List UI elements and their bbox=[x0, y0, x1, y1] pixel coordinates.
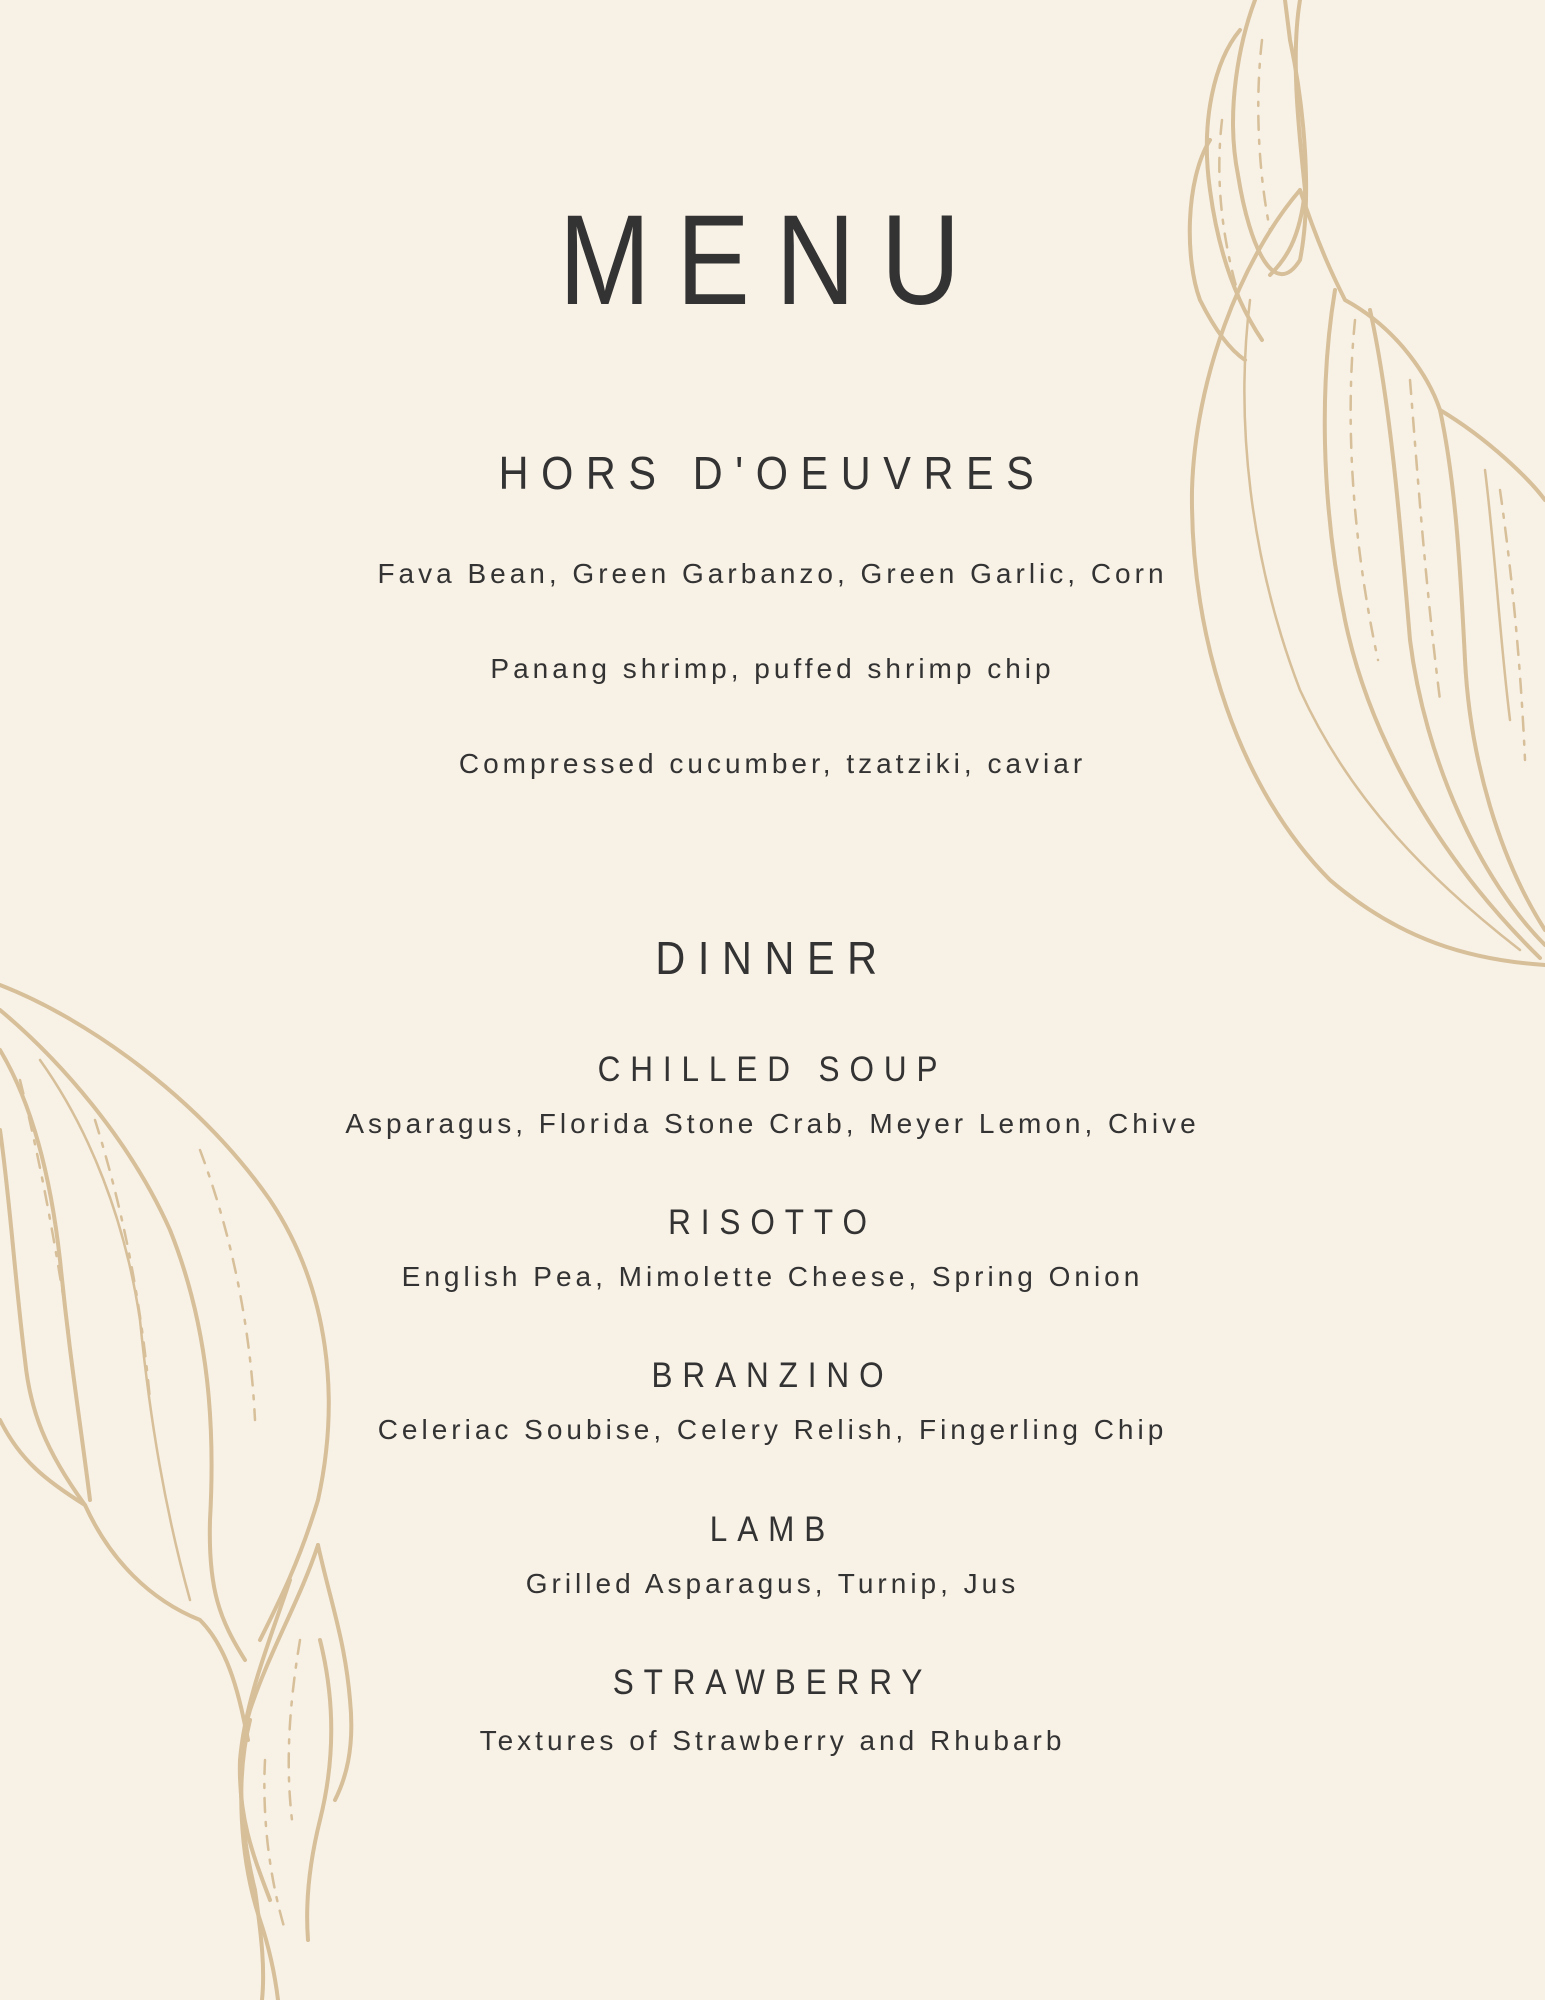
course-name: BRANZINO bbox=[651, 1356, 894, 1395]
hors-doeuvres-item: Fava Bean, Green Garbanzo, Green Garlic, Corn bbox=[377, 558, 1168, 589]
course-description: Celeriac Soubise, Celery Relish, Fingerling Chip bbox=[377, 1414, 1168, 1445]
course-name: LAMB bbox=[709, 1510, 836, 1549]
course-description: Grilled Asparagus, Turnip, Jus bbox=[525, 1568, 1020, 1599]
course-name: STRAWBERRY bbox=[612, 1663, 933, 1702]
course-name: RISOTTO bbox=[668, 1203, 877, 1242]
menu-title: MENU bbox=[558, 189, 987, 332]
dinner-heading: DINNER bbox=[655, 932, 890, 984]
course-description: Asparagus, Florida Stone Crab, Meyer Lemon, Chive bbox=[345, 1108, 1200, 1139]
hors-doeuvres-item: Panang shrimp, puffed shrimp chip bbox=[490, 653, 1055, 684]
course-name: CHILLED SOUP bbox=[597, 1050, 948, 1089]
course-description: Textures of Strawberry and Rhubarb bbox=[479, 1725, 1066, 1756]
course-description: English Pea, Mimolette Cheese, Spring Onion bbox=[401, 1261, 1144, 1292]
hors-doeuvres-heading: HORS D'OEUVRES bbox=[498, 447, 1047, 499]
hors-doeuvres-item: Compressed cucumber, tzatziki, caviar bbox=[458, 748, 1087, 779]
